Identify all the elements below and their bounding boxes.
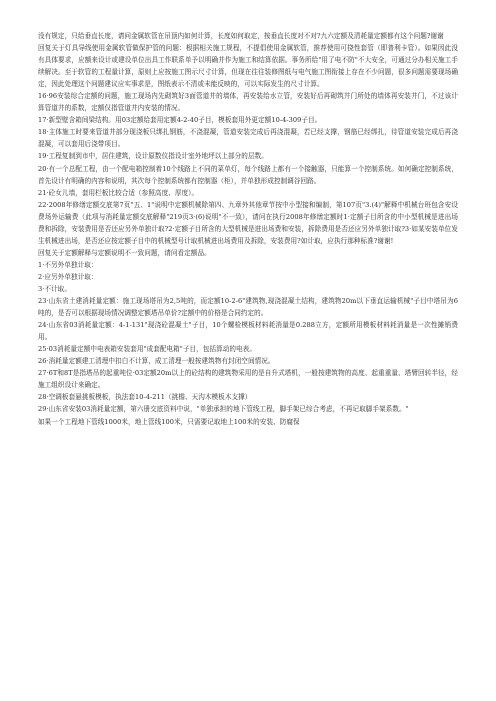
list-item: 3·不计取。: [38, 284, 71, 293]
paragraph: 没有规定，只给垂直长度，请问金属软管在吊顶内如何计算，长度如何取定，按垂直长度对不对?九六定额及清耗量定额都有这个问题?谢谢: [38, 32, 444, 40]
paragraph: 29·山东省安装03消耗量定额，第六册交底资料中说，"单独承担的地下管线工程，脚手架已综合考虑，不再记取脚手架系数。": [38, 405, 409, 414]
paragraph: 20·有一个总配工程，由一个配电箱控制着10个线路上不同的菜单灯，每个线路上都有一个接触器，只能算一个控制系统。如何确定控制系统，首先设计有明确的内容和说明，其次每个控制系统都有控制器（柜），并单独形成控制调谷回路。: [38, 164, 458, 185]
paragraph: 24·山东省03消耗量定额：4-1-131"现浇砼混凝土"子目，10个螺检模板材料耗消量是0.288立方，定额所用模板材料耗消量是一次性摊销费用。: [38, 321, 458, 342]
paragraph: 18·主体施工时要来管道井部分现浇板只绑扎钢筋，不浇混凝，管道安装完成后再浇混凝，若已经支撑，钢筋已经绑扎，待管道安装完成后再浇混凝，可以套用后浇带项目。: [38, 128, 458, 149]
paragraph: 27·6T和8T是指塔吊的起重吨位·03定额20m以上的砼结构的建筑物采用的是自升式塔机，一般按建筑物的高度、起重重量、塔臂回转半径，经施工组织设计来确定。: [38, 369, 458, 390]
paragraph: 16·96安装综合定额的问题，施工现场内先砌筑好3面管道井的墙体，再安装给水立管，安装好后再砌筑井门所处的墙体再安装井门，不过该计算管道井的系数，定额仅指管道井内安装的情况。: [38, 92, 458, 113]
paragraph: 19·工程复制到市中，居住建筑，设计原数仪指设计室外地坪以上部分的层数。: [38, 152, 268, 161]
paragraph: 回复关于灯具导线使用金属软管做保护管的问题：根据相关施工规程，不提倡使用金属软管，推荐使用可挠性套管（即普利卡管）。如果因此没有具体要求，应额来设计或建设单位出具工作联系单予以明确并作为施工和结算依据。事务所给"用了电不防"不大安全，可通过分办相关施工手续解决。至于软管的工程量计算，原则上应按施工图示尺寸计算，但现在往往装修图纸与电气施工图衔接上存在不少问题，很多问题需要现场确定，因此处理这个问题建议应实事求是，图纸表示不清或未能反映的，可以实际发生的尺寸计算。: [38, 44, 458, 89]
paragraph: 21·砼女儿墙，套用栏板比较合适（参照高度、厚度）。: [38, 188, 199, 197]
paragraph: 22·2008年修缮定额交底第7页"五、1"说明中定额机械除第四、九章外其他章节按中小型接和编制，第107页"3.(4)"解释中机械台班包含安设费场外运输费（此项与消耗量定额交底解释"219页3·(6)说明"不一致），请问在执行2008年修缮定额时1·定额子目所含的中小型机械是进出场费和拆除，安装费用是否还应另外单独计取?2·定额子目所含的大型机械是进出场费和安装，拆除费用是否还应另外单独计取?3·如某安装单位发生机械进出场，是否还应按定额子目中的机械型号计取机械进出场费用及拆除，安装费用?如计取，应执行那种标准?谢谢!: [38, 200, 458, 245]
paragraph: 回复关于定额解释与定额说明不一致问题，请问看定额品。: [38, 248, 211, 257]
paragraph: 25·03消耗量定额中电表箱安装套用"成套配电箱"子目，包括算动的电表。: [38, 345, 256, 354]
paragraph: 17·新型壁含箱间梁结构。用03定额给套用定额4-2-40子目，模板套用外更定额10-4-309子目。: [38, 116, 322, 125]
list-item: 2·应另外单独计取：: [38, 272, 98, 281]
list-item: 1·不另外单独计取：: [38, 260, 98, 269]
paragraph: 26·消耗量定额建工清理中扣白不计算，成工清理一般按建筑物有封闭空间情况。: [38, 357, 275, 366]
paragraph: 23·山东省土建消耗量定额：施工现场塔吊为2,5吨的，而定额10-2-6"建筑物,现浇混凝土结构，建筑物20m以下垂直运输机械"子目中塔吊为6吨的，是否可以根据现场情况调整定额塔吊单价?定额中的价格是合同约定的。: [38, 297, 458, 318]
paragraph: 28·空调板套悬挑板模板，执法套10-4-211（挑檐、天沟木模板木支撑）: [38, 393, 252, 402]
paragraph: 如果一个工程地下管线1000米，地上管线100米，只需要记取地上100米的安装、防腐保: [38, 417, 300, 426]
